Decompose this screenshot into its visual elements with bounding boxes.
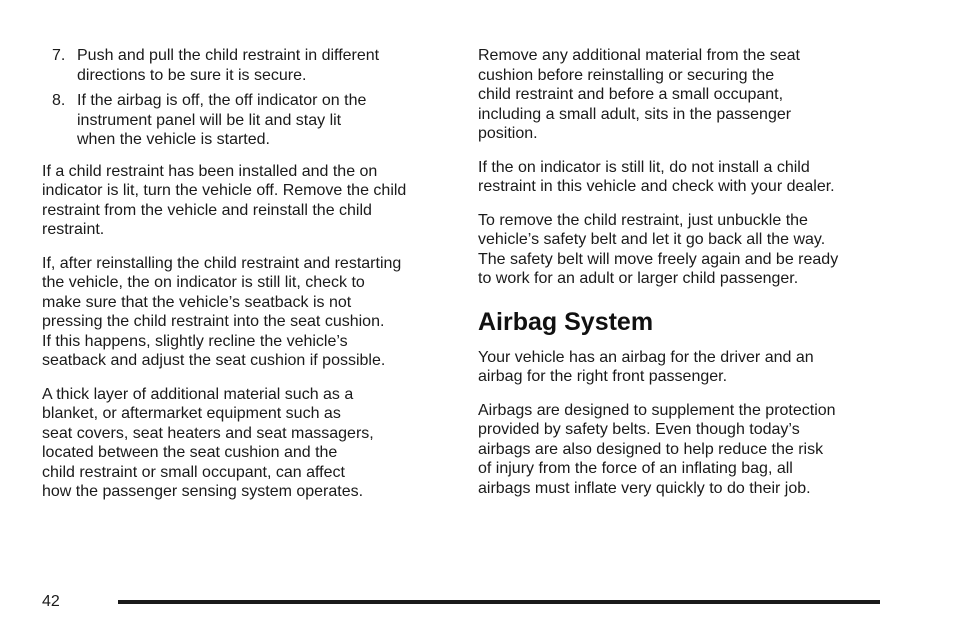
paragraph-airbags-supplement	[478, 401, 888, 499]
paragraph-additional-material	[42, 385, 452, 502]
text-line: To remove the child restraint, just unbuckle the	[478, 211, 808, 229]
text-line: seatback and adjust the seat cushion if possible.	[42, 352, 386, 369]
text-line: child restraint and before a small occupant,	[478, 86, 784, 103]
text-line: Remove any additional material from the seat	[478, 47, 800, 64]
text-line: instrument panel will be lit and stay lit	[77, 111, 342, 129]
text-line: including a small adult, sits in the passenger	[478, 105, 792, 123]
right-column	[478, 46, 888, 512]
text-line: If the on indicator is still lit, do not install a child	[478, 158, 810, 176]
text-line: restraint from the vehicle and reinstall the child	[42, 201, 372, 219]
step-number: 7.	[52, 47, 66, 64]
text-line: airbags are also designed to help reduce the risk	[478, 440, 824, 458]
text-line: airbag for the right front passenger.	[478, 368, 728, 385]
text-line: If a child restraint has been installed and the on	[42, 162, 378, 180]
text-line: directions to be sure it is secure.	[77, 66, 307, 84]
left-column	[42, 46, 452, 516]
text-line: of injury from the force of an inflating bag, all	[478, 460, 793, 477]
text-line: provided by safety belts. Even though today’s	[478, 421, 800, 438]
list-item	[42, 46, 452, 85]
text-line: restraint in this vehicle and check with your dealer.	[478, 178, 835, 195]
text-line: child restraint or small occupant, can affect	[42, 463, 345, 481]
text-line: A thick layer of additional material such as a	[42, 385, 354, 403]
text-line: airbags must inflate very quickly to do their job.	[478, 479, 811, 497]
footer-rule	[118, 600, 880, 604]
text-line: how the passenger sensing system operates.	[42, 483, 364, 500]
steps-list	[42, 46, 452, 150]
text-line: vehicle’s safety belt and let it go back all the way.	[478, 231, 826, 248]
text-line: seat covers, seat heaters and seat massagers,	[42, 424, 374, 442]
paragraph-remove-restraint	[478, 211, 888, 289]
paragraph-installed-indicator-lit	[42, 162, 452, 240]
text-line: make sure that the vehicle’s seatback is not	[42, 293, 352, 311]
text-line: Your vehicle has an airbag for the driver and an	[478, 348, 814, 366]
text-line: If the airbag is off, the off indicator on the	[77, 92, 367, 109]
text-line: Push and pull the child restraint in different	[77, 47, 380, 64]
text-line: Airbags are designed to supplement the protection	[478, 401, 836, 419]
list-item	[42, 91, 452, 150]
text-line: to work for an adult or larger child passenger.	[478, 270, 799, 287]
text-line: The safety belt will move freely again and be ready	[478, 250, 839, 268]
page-number: 42	[42, 593, 60, 610]
paragraph-reinstall-check-seatback	[42, 254, 452, 371]
text-line: the vehicle, the on indicator is still lit, check to	[42, 274, 365, 291]
text-line: position.	[478, 125, 538, 142]
text-line: blanket, or aftermarket equipment such as	[42, 405, 341, 422]
text-line: indicator is lit, turn the vehicle off. Remove the child	[42, 182, 407, 199]
text-line: cushion before reinstalling or securing the	[478, 66, 775, 84]
text-line: when the vehicle is started.	[77, 131, 270, 148]
paragraph-check-dealer	[478, 158, 888, 197]
step-number: 8.	[52, 92, 66, 109]
text-line: restraint.	[42, 221, 105, 238]
text-line: If, after reinstalling the child restraint and restarting	[42, 254, 402, 272]
paragraph-airbag-driver-passenger	[478, 348, 888, 387]
text-line: located between the seat cushion and the	[42, 444, 338, 461]
text-line: pressing the child restraint into the seat cushion.	[42, 313, 385, 330]
section-title: Airbag System	[478, 307, 654, 336]
paragraph-remove-material	[478, 46, 888, 144]
text-line: If this happens, slightly recline the vehicle’s	[42, 332, 348, 350]
